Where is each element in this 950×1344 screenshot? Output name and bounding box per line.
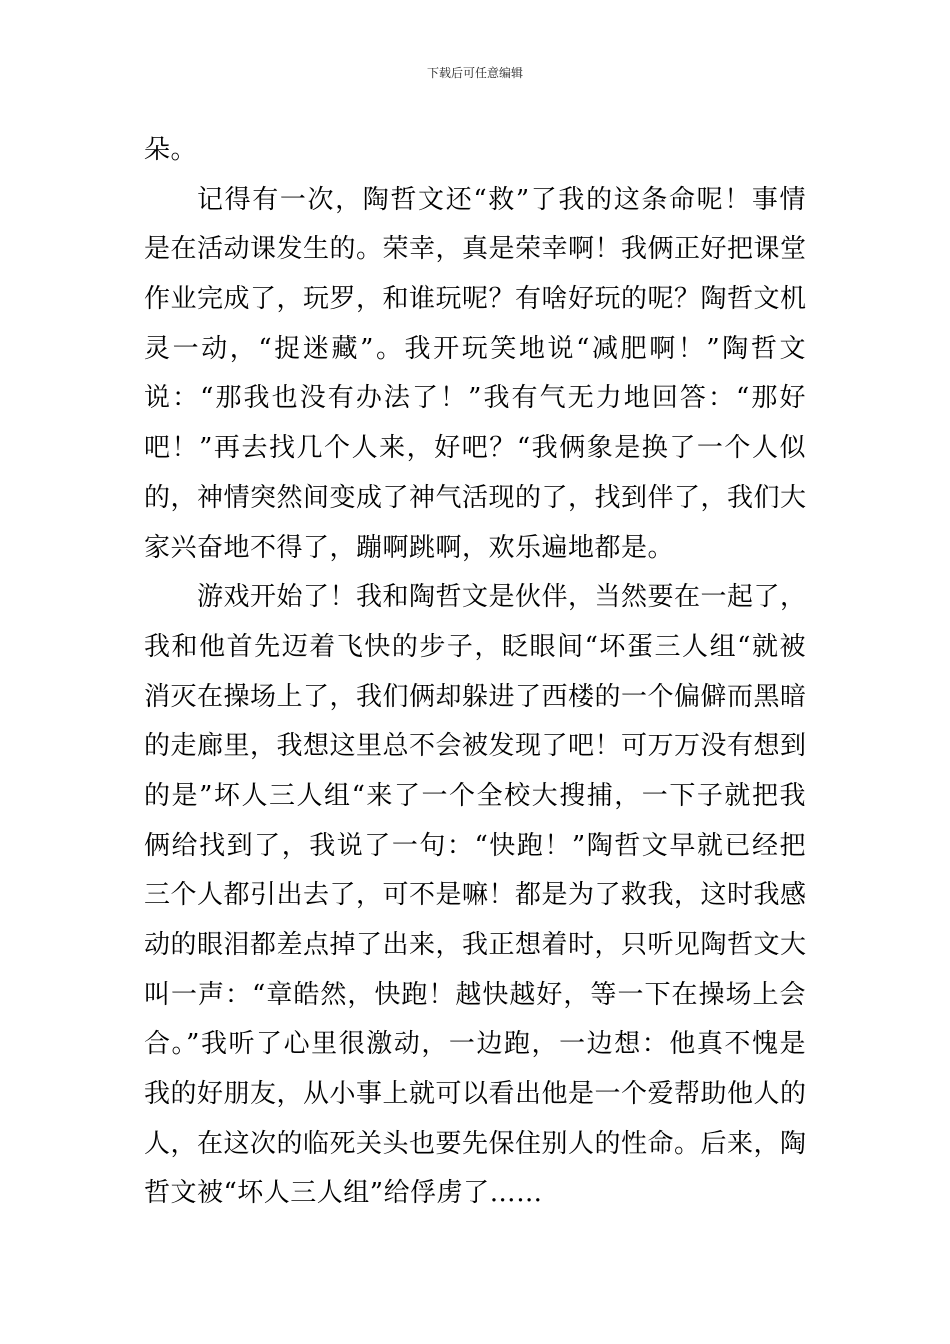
text-line: 消灭在操场上了，我们俩却躲进了西楼的一个偏僻而黑暗 <box>144 681 807 712</box>
text-line: 叫一声：“章皓然，快跑！越快越好，等一下在操场上会 <box>144 979 806 1010</box>
text-line: 的走廊里，我想这里总不会被发现了吧！可万万没有想到 <box>144 731 807 762</box>
text-line: 作业完成了，玩罗，和谁玩呢？有啥好玩的呢？陶哲文机 <box>144 284 807 315</box>
paragraph-first-line: 游戏开始了！我和陶哲文是伙伴，当然要在一起了， <box>197 582 807 613</box>
text-line: 是在活动课发生的。荣幸，真是荣幸啊！我俩正好把课堂 <box>144 234 807 265</box>
text-line: 哲文被“坏人三人组”给俘虏了…… <box>144 1178 543 1209</box>
text-line: 的是”坏人三人组“来了一个全校大搜捕，一下子就把我 <box>144 780 806 811</box>
text-line: 我的好朋友，从小事上就可以看出他是一个爱帮助他人的 <box>144 1079 807 1110</box>
text-line: 灵一动，“捉迷藏”。我开玩笑地说“减肥啊！”陶哲文 <box>144 333 806 364</box>
text-line: 吧！”再去找几个人来，好吧？“我俩象是换了一个人似 <box>144 433 806 464</box>
text-line: 我和他首先迈着飞快的步子，眨眼间“坏蛋三人组“就被 <box>144 631 806 662</box>
paragraph-first-line: 记得有一次，陶哲文还“救”了我的这条命呢！事情 <box>197 184 806 215</box>
text-line: 人，在这次的临死关头也要先保住别人的性命。后来，陶 <box>144 1128 807 1159</box>
text-line: 的，神情突然间变成了神气活现的了，找到伴了，我们大 <box>144 482 807 513</box>
text-line: 说：“那我也没有办法了！”我有气无力地回答：“那好 <box>144 383 806 414</box>
essay-body <box>144 126 806 1219</box>
page-header: 下载后可任意编辑 <box>426 66 523 80</box>
text-line: 三个人都引出去了，可不是嘛！都是为了救我，这时我感 <box>144 880 807 911</box>
text-line: 家兴奋地不得了，蹦啊跳啊，欢乐遍地都是。 <box>144 532 675 563</box>
text-line: 动的眼泪都差点掉了出来，我正想着时，只听见陶哲文大 <box>144 930 807 960</box>
text-line: 合。”我听了心里很激动，一边跑，一边想：他真不愧是 <box>144 1029 806 1060</box>
text-line: 朵。 <box>144 135 198 165</box>
text-line: 俩给找到了，我说了一句：“快跑！”陶哲文早就已经把 <box>144 830 806 861</box>
